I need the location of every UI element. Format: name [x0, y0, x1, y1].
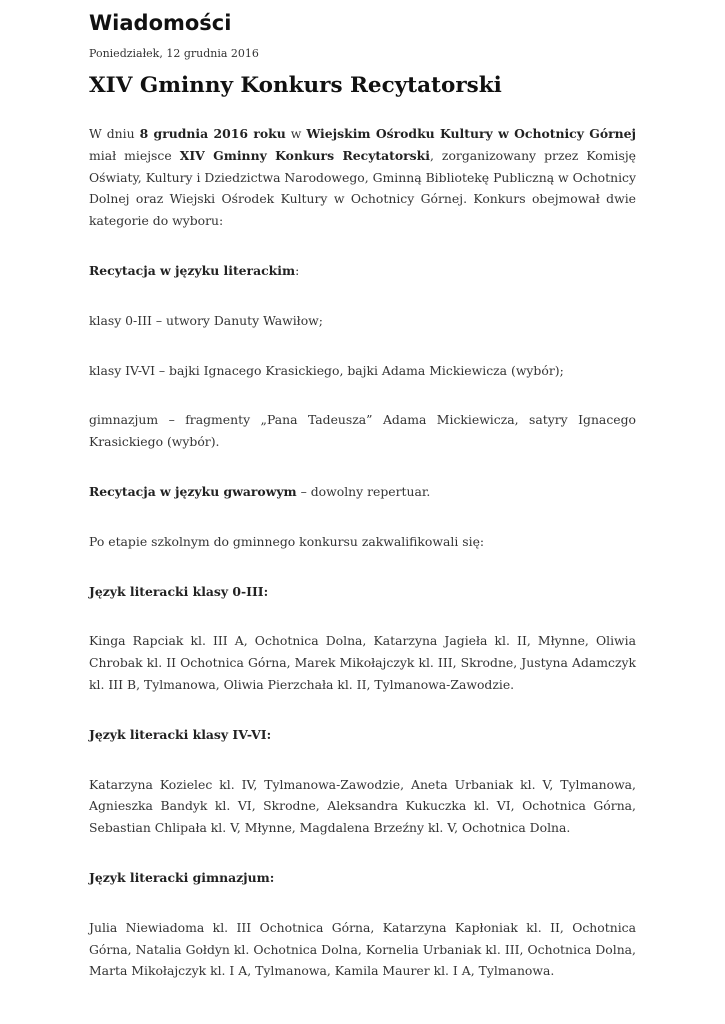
gymnasium-item: gimnazjum – fragmenty „Pana Tadeusza” Adama Mickiewicza, satyry Ignacego Krasickiego (wybór). [89, 412, 636, 450]
article-title: XIV Gminny Konkurs Recytatorski [89, 73, 502, 98]
classes-0-3-item: klasy 0-III – utwory Danuty Wawiłow; [89, 312, 323, 328]
category-literary-suffix: : [295, 262, 300, 278]
heading-4-6-label: Język literacki klasy IV-VI: [89, 726, 272, 742]
list-gymnasium: Julia Niewiadoma kl. III Ochotnica Górna, Katarzyna Kapłoniak kl. II, Ochotnica Górna, Natalia Gołdyn kl. Ochotnica Dolna, Kornelia Urbaniak kl. III, Ochotnica Dolna, Marta Mikołajczyk kl. I A, Tylmanowa, Kamila Maurer kl. I A, Tylmanowa. [89, 919, 636, 979]
event-venue: Wiejskim Ośrodku Kultury w Ochotnicy Górnej [306, 126, 637, 141]
category-literary-label: Recytacja w języku literackim [89, 262, 296, 278]
category-literary [89, 260, 636, 282]
intro-paragraph [89, 123, 636, 232]
classes-4-6-item: klasy IV-VI – bajki Ignacego Krasickiego, bajki Adama Mickiewicza (wybór); [89, 362, 564, 378]
intro-text-1: W dniu [89, 126, 140, 141]
article-body [89, 123, 636, 1010]
category-dialect [89, 481, 636, 503]
intro-text-4: , zorganizowany przez Komisję Oświaty, Kultury i Dziedzictwa Narodowego, Gminną Bibliotekę Publiczną w Ochotnicy Dolnej oraz Wiejski Ośrodek Kultury w Ochotnicy Górnej. Konkurs obejmował dwie kategorie do wyboru: [89, 147, 636, 229]
heading-4-6 [89, 724, 636, 746]
intro-text-2: w [285, 126, 307, 141]
list-0-3: Kinga Rapciak kl. III A, Ochotnica Dolna, Katarzyna Jagieła kl. II, Młynne, Oliwia Chrobak kl. II Ochotnica Górna, Marek Mikołajczyk kl. III, Skrodne, Justyna Adamczyk kl. III B, Tylmanowa, Oliwia Pierzchała kl. II, Tylmanowa-Zawodzie. [89, 633, 636, 692]
heading-0-3 [89, 581, 636, 603]
article-date: Poniedziałek, 12 grudnia 2016 [89, 47, 259, 60]
heading-0-3-label: Język literacki klasy 0-III: [89, 583, 269, 599]
event-name: XIV Gminny Konkurs Recytatorski [179, 147, 430, 163]
list-4-6: Katarzyna Kozielec kl. IV, Tylmanowa-Zawodzie, Aneta Urbaniak kl. V, Tylmanowa, Agnieszka Bandyk kl. VI, Skrodne, Aleksandra Kukuczka kl. VI, Ochotnica Górna, Sebastian Chlipała kl. V, Młynne, Magdalena Brzeźny kl. V, Ochotnica Dolna. [89, 776, 636, 836]
category-dialect-label: Recytacja w języku gwarowym [89, 483, 297, 499]
heading-gymnasium [89, 867, 636, 889]
heading-gymnasium-label: Język literacki gimnazjum: [89, 869, 275, 885]
event-date: 8 grudnia 2016 roku [139, 126, 286, 141]
qualified-intro: Po etapie szkolnym do gminnego konkursu zakwalifikowali się: [89, 533, 485, 549]
section-title: Wiadomości [89, 11, 232, 35]
category-dialect-suffix: – dowolny repertuar. [296, 483, 431, 499]
intro-text-3: miał miejsce [89, 147, 180, 163]
